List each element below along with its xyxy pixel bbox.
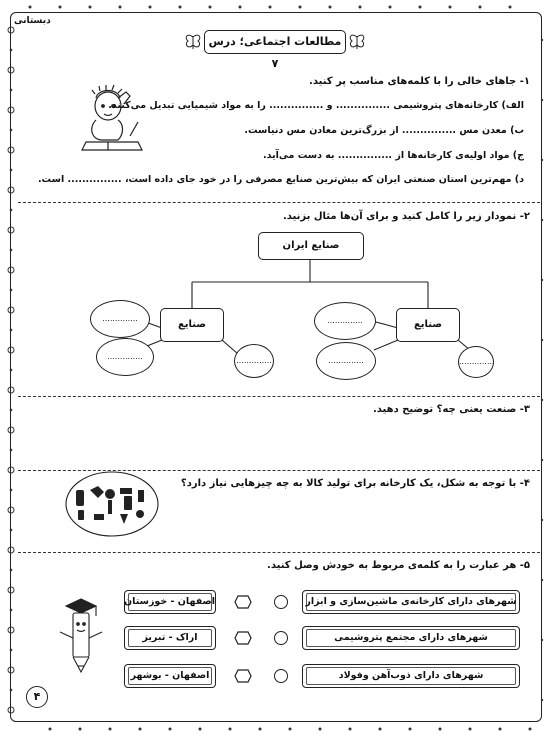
question-1-title: ۱- جاهای خالی را با کلمه‌های مناسب پر کنید. (309, 76, 530, 87)
diagram-blank-oval[interactable]: .............. (90, 300, 150, 338)
match-left-text: اراک - تبریز (142, 632, 198, 643)
diagram-node-left: صنایع (160, 308, 224, 342)
section-divider (18, 552, 540, 553)
match-left-text: اصفهان - بوشهر (130, 670, 210, 681)
diagram-blank-oval[interactable]: .............. (316, 342, 376, 380)
lesson-header (190, 30, 360, 70)
question-2-title: ۲- نمودار زیر را کامل کنید و برای آن‌ها مثال بزنید. (282, 211, 530, 222)
circle-answer-icon[interactable] (274, 631, 288, 645)
section-divider (18, 202, 540, 203)
diagram-blank-oval[interactable]: .............. (234, 344, 274, 378)
circle-answer-icon[interactable] (274, 595, 288, 609)
match-right-text: شهرهای دارای مجتمع پتروشیمی (334, 632, 488, 643)
question-1-item-a: الف) کارخانه‌های پتروشیمی ............... و ............... را به مواد شیمیایی تبدیل می‌کنند. (108, 100, 524, 111)
question-1-item-c: ج) مواد اولیه‌ی کارخانه‌ها از ............... به دست می‌آید. (262, 150, 524, 161)
diagram-node-right: صنایع (396, 308, 460, 342)
match-right-statement[interactable] (302, 664, 520, 688)
hexagon-answer-icon[interactable] (234, 595, 252, 609)
student-thinking-illustration (78, 84, 144, 156)
butterfly-icon (184, 32, 202, 52)
factory-inputs-illustration (64, 470, 160, 538)
question-3-title: ۳- صنعت یعنی چه؟ توضیح دهید. (372, 404, 530, 415)
page-title: مطالعات اجتماعی؛ درس ۷ (204, 30, 346, 54)
match-left-option[interactable] (124, 626, 216, 650)
diagram-blank-oval[interactable]: .............. (458, 346, 494, 378)
question-1-item-d: د) مهم‌ترین استان صنعتی ایران که بیش‌ترین صنایع مصرفی را در خود جای داده است، ............... است. (37, 174, 524, 185)
diagram-blank-oval[interactable]: .............. (96, 338, 154, 376)
match-left-option[interactable] (124, 664, 216, 688)
page-number: ۴ (26, 686, 48, 708)
top-dot-border (20, 2, 540, 12)
corner-tag: دبستانی (14, 16, 51, 26)
match-right-statement[interactable] (302, 590, 520, 614)
diagram-root-node: صنایع ایران (258, 232, 364, 260)
hexagon-answer-icon[interactable] (234, 669, 252, 683)
hexagon-answer-icon[interactable] (234, 631, 252, 645)
match-left-text: اصفهان - خوزستان (124, 596, 215, 607)
left-dot-border (3, 10, 19, 722)
butterfly-icon (348, 32, 366, 52)
right-dot-border (537, 10, 547, 722)
bottom-dot-border (20, 724, 540, 734)
match-right-text: شهرهای دارای کارخانه‌ی ماشین‌سازی و ابزار (305, 596, 517, 607)
circle-answer-icon[interactable] (274, 669, 288, 683)
question-5-title: ۵- هر عبارت را به کلمه‌ی مربوط به خودش وصل کنید. (267, 560, 530, 571)
diagram-blank-oval[interactable]: .............. (314, 302, 376, 340)
match-left-option[interactable] (124, 590, 216, 614)
question-4-title: ۴- با توجه به شکل، یک کارخانه برای تولید کالا به چه چیزهایی نیاز دارد؟ (180, 478, 530, 489)
match-right-text: شهرهای دارای ذوب‌آهن وفولاد (338, 670, 484, 681)
graduate-pencil-illustration (56, 596, 106, 676)
section-divider (18, 396, 540, 397)
match-right-statement[interactable] (302, 626, 520, 650)
question-1-item-b: ب) معدن مس ............... از بزرگ‌ترین معادن مس دنیاست. (244, 125, 524, 136)
